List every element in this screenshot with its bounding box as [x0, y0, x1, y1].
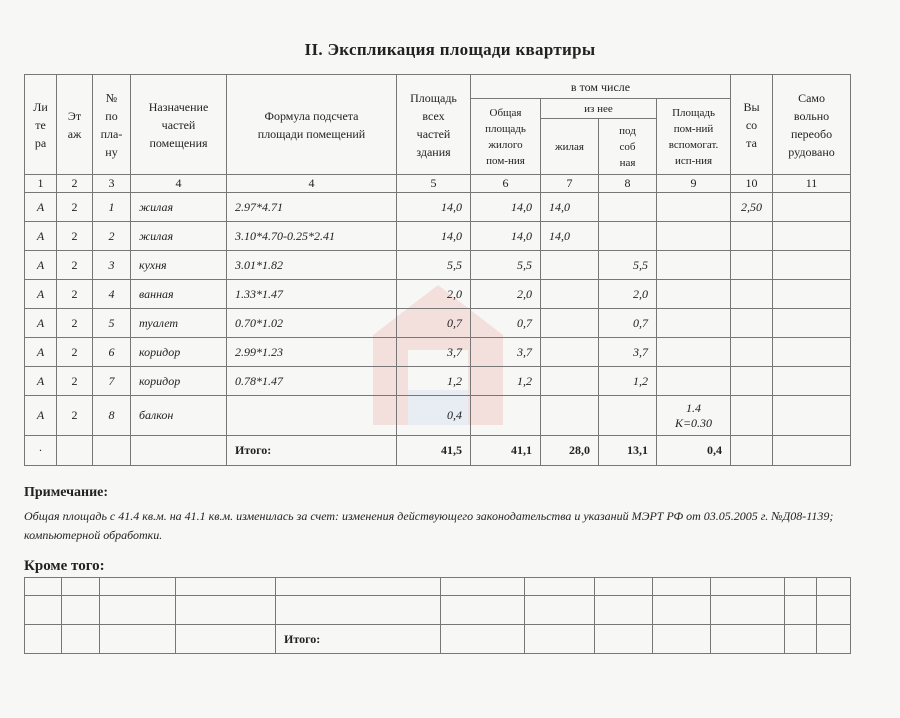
- cell-formula: 2.97*4.71: [227, 193, 397, 222]
- total-cell: [93, 436, 131, 466]
- cell-floor: 2: [57, 338, 93, 367]
- cell-purpose: ванная: [131, 280, 227, 309]
- total-cell: [731, 436, 773, 466]
- table-row: [25, 367, 851, 396]
- cell-purpose: коридор: [131, 367, 227, 396]
- header-plan-no: № по пла- ну: [93, 75, 131, 175]
- header-purpose: Назначение частей помещения: [131, 75, 227, 175]
- cell-area: 0,7: [397, 309, 471, 338]
- cell-aux: 2,0: [599, 280, 657, 309]
- total-label: Итого:: [227, 436, 397, 466]
- cell-floor: 2: [57, 396, 93, 436]
- col-number: 10: [731, 175, 773, 193]
- cell-living: 14,0: [541, 193, 599, 222]
- cell-unauth: [773, 367, 851, 396]
- cell-formula: [227, 396, 397, 436]
- cell-area: 2,0: [397, 280, 471, 309]
- cell-height: [731, 367, 773, 396]
- cell-liter: А: [25, 338, 57, 367]
- cell-aux: [599, 222, 657, 251]
- col-number: 4: [227, 175, 397, 193]
- cell-formula: 3.10*4.70-0.25*2.41: [227, 222, 397, 251]
- cell-aux-area: [657, 280, 731, 309]
- cell-living-total: 2,0: [471, 280, 541, 309]
- header-of-which: из нее: [541, 99, 657, 119]
- col-number: 7: [541, 175, 599, 193]
- cell-floor: 2: [57, 251, 93, 280]
- cell-living: [541, 309, 599, 338]
- cell-no: 3: [93, 251, 131, 280]
- cell-aux-area: [657, 251, 731, 280]
- col-number: 6: [471, 175, 541, 193]
- cell-no: 5: [93, 309, 131, 338]
- total-area: 41,5: [397, 436, 471, 466]
- cell-aux-area: [657, 222, 731, 251]
- cell-formula: 1.33*1.47: [227, 280, 397, 309]
- cell-unauth: [773, 396, 851, 436]
- cell-no: 2: [93, 222, 131, 251]
- cell-liter: А: [25, 251, 57, 280]
- col-number: 2: [57, 175, 93, 193]
- cell-living-total: 5,5: [471, 251, 541, 280]
- header-living-area-total: Общая площадь жилого пом-ния: [471, 99, 541, 175]
- total-cell: ·: [25, 436, 57, 466]
- cell-aux-area: [657, 367, 731, 396]
- cell-no: 8: [93, 396, 131, 436]
- cell-living: 14,0: [541, 222, 599, 251]
- col-number: 4: [131, 175, 227, 193]
- cell-formula: 0.70*1.02: [227, 309, 397, 338]
- cell-no: 7: [93, 367, 131, 396]
- cell-purpose: балкон: [131, 396, 227, 436]
- cell-unauth: [773, 280, 851, 309]
- cell-living-total: 1,2: [471, 367, 541, 396]
- cell-aux: 0,7: [599, 309, 657, 338]
- cell-floor: 2: [57, 367, 93, 396]
- cell-no: 4: [93, 280, 131, 309]
- table-row: [25, 222, 851, 251]
- cell-aux: 3,7: [599, 338, 657, 367]
- cell-height: 2,50: [731, 193, 773, 222]
- note-title: Примечание:: [24, 485, 109, 500]
- total-aux: 13,1: [599, 436, 657, 466]
- cell-aux-area: [657, 338, 731, 367]
- col-number: 8: [599, 175, 657, 193]
- cell-unauth: [773, 222, 851, 251]
- extra-title: Кроме того:: [24, 558, 105, 574]
- cell-no: 6: [93, 338, 131, 367]
- cell-living: [541, 280, 599, 309]
- cell-area: 1,2: [397, 367, 471, 396]
- header-including: в том числе: [471, 75, 731, 99]
- extra-table: [24, 577, 851, 654]
- table-row: [25, 280, 851, 309]
- cell-floor: 2: [57, 222, 93, 251]
- cell-living-total: [471, 396, 541, 436]
- cell-formula: 2.99*1.23: [227, 338, 397, 367]
- col-number: 9: [657, 175, 731, 193]
- cell-floor: 2: [57, 309, 93, 338]
- cell-floor: 2: [57, 193, 93, 222]
- cell-liter: А: [25, 309, 57, 338]
- cell-height: [731, 222, 773, 251]
- col-number: 1: [25, 175, 57, 193]
- cell-living: [541, 396, 599, 436]
- cell-purpose: жилая: [131, 222, 227, 251]
- cell-unauth: [773, 193, 851, 222]
- cell-unauth: [773, 309, 851, 338]
- cell-no: 1: [93, 193, 131, 222]
- header-liter: Ли те ра: [25, 75, 57, 175]
- cell-liter: А: [25, 280, 57, 309]
- cell-height: [731, 338, 773, 367]
- cell-height: [731, 251, 773, 280]
- cell-living: [541, 251, 599, 280]
- header-living: жилая: [541, 119, 599, 175]
- cell-area: 0,4: [397, 396, 471, 436]
- cell-area: 14,0: [397, 222, 471, 251]
- header-floor: Эт аж: [57, 75, 93, 175]
- page-title: II. Экспликация площади квартиры: [304, 40, 596, 59]
- cell-living: [541, 338, 599, 367]
- total-cell: [131, 436, 227, 466]
- cell-floor: 2: [57, 280, 93, 309]
- header-area-total: Площадь всех частей здания: [397, 75, 471, 175]
- cell-area: 3,7: [397, 338, 471, 367]
- total-living-total: 41,1: [471, 436, 541, 466]
- table-row: [25, 193, 851, 222]
- cell-liter: А: [25, 367, 57, 396]
- cell-unauth: [773, 251, 851, 280]
- cell-aux-area: 1.4 K=0.30: [657, 396, 731, 436]
- cell-aux-area: [657, 309, 731, 338]
- table-row: [25, 309, 851, 338]
- cell-height: [731, 396, 773, 436]
- header-formula: Формула подсчета площади помещений: [227, 75, 397, 175]
- cell-living-total: 3,7: [471, 338, 541, 367]
- cell-liter: А: [25, 222, 57, 251]
- explication-table: [24, 74, 851, 466]
- cell-purpose: коридор: [131, 338, 227, 367]
- cell-height: [731, 309, 773, 338]
- table-row: [25, 396, 851, 436]
- header-auxiliary: под соб ная: [599, 119, 657, 175]
- cell-unauth: [773, 338, 851, 367]
- cell-aux: 5,5: [599, 251, 657, 280]
- cell-living-total: 14,0: [471, 222, 541, 251]
- col-number: 5: [397, 175, 471, 193]
- cell-area: 14,0: [397, 193, 471, 222]
- header-height: Вы со та: [731, 75, 773, 175]
- cell-living: [541, 367, 599, 396]
- cell-formula: 0.78*1.47: [227, 367, 397, 396]
- extra-total-label: Итого:: [276, 625, 441, 654]
- cell-purpose: жилая: [131, 193, 227, 222]
- table-row: [25, 251, 851, 280]
- cell-area: 5,5: [397, 251, 471, 280]
- cell-purpose: туалет: [131, 309, 227, 338]
- cell-liter: А: [25, 193, 57, 222]
- cell-liter: А: [25, 396, 57, 436]
- cell-aux-area: [657, 193, 731, 222]
- total-aux-area: 0,4: [657, 436, 731, 466]
- cell-height: [731, 280, 773, 309]
- cell-aux: [599, 396, 657, 436]
- cell-living-total: 14,0: [471, 193, 541, 222]
- total-cell: [773, 436, 851, 466]
- total-cell: [57, 436, 93, 466]
- table-row: [25, 338, 851, 367]
- cell-formula: 3.01*1.82: [227, 251, 397, 280]
- cell-living-total: 0,7: [471, 309, 541, 338]
- col-number: 3: [93, 175, 131, 193]
- col-number: 11: [773, 175, 851, 193]
- cell-purpose: кухня: [131, 251, 227, 280]
- cell-aux: [599, 193, 657, 222]
- note-text: Общая площадь с 41.4 кв.м. на 41.1 кв.м. изменилась за счет: изменения действующего законодательства и указаний МЭРТ РФ от 03.05.2005 г. №Д08-1139; компьютерной обработки.: [24, 509, 834, 542]
- header-unauthorized: Само вольно переобо рудовано: [773, 75, 851, 175]
- cell-aux: 1,2: [599, 367, 657, 396]
- total-living: 28,0: [541, 436, 599, 466]
- header-aux-area: Площадь пом-ний вспомогат. исп-ния: [657, 99, 731, 175]
